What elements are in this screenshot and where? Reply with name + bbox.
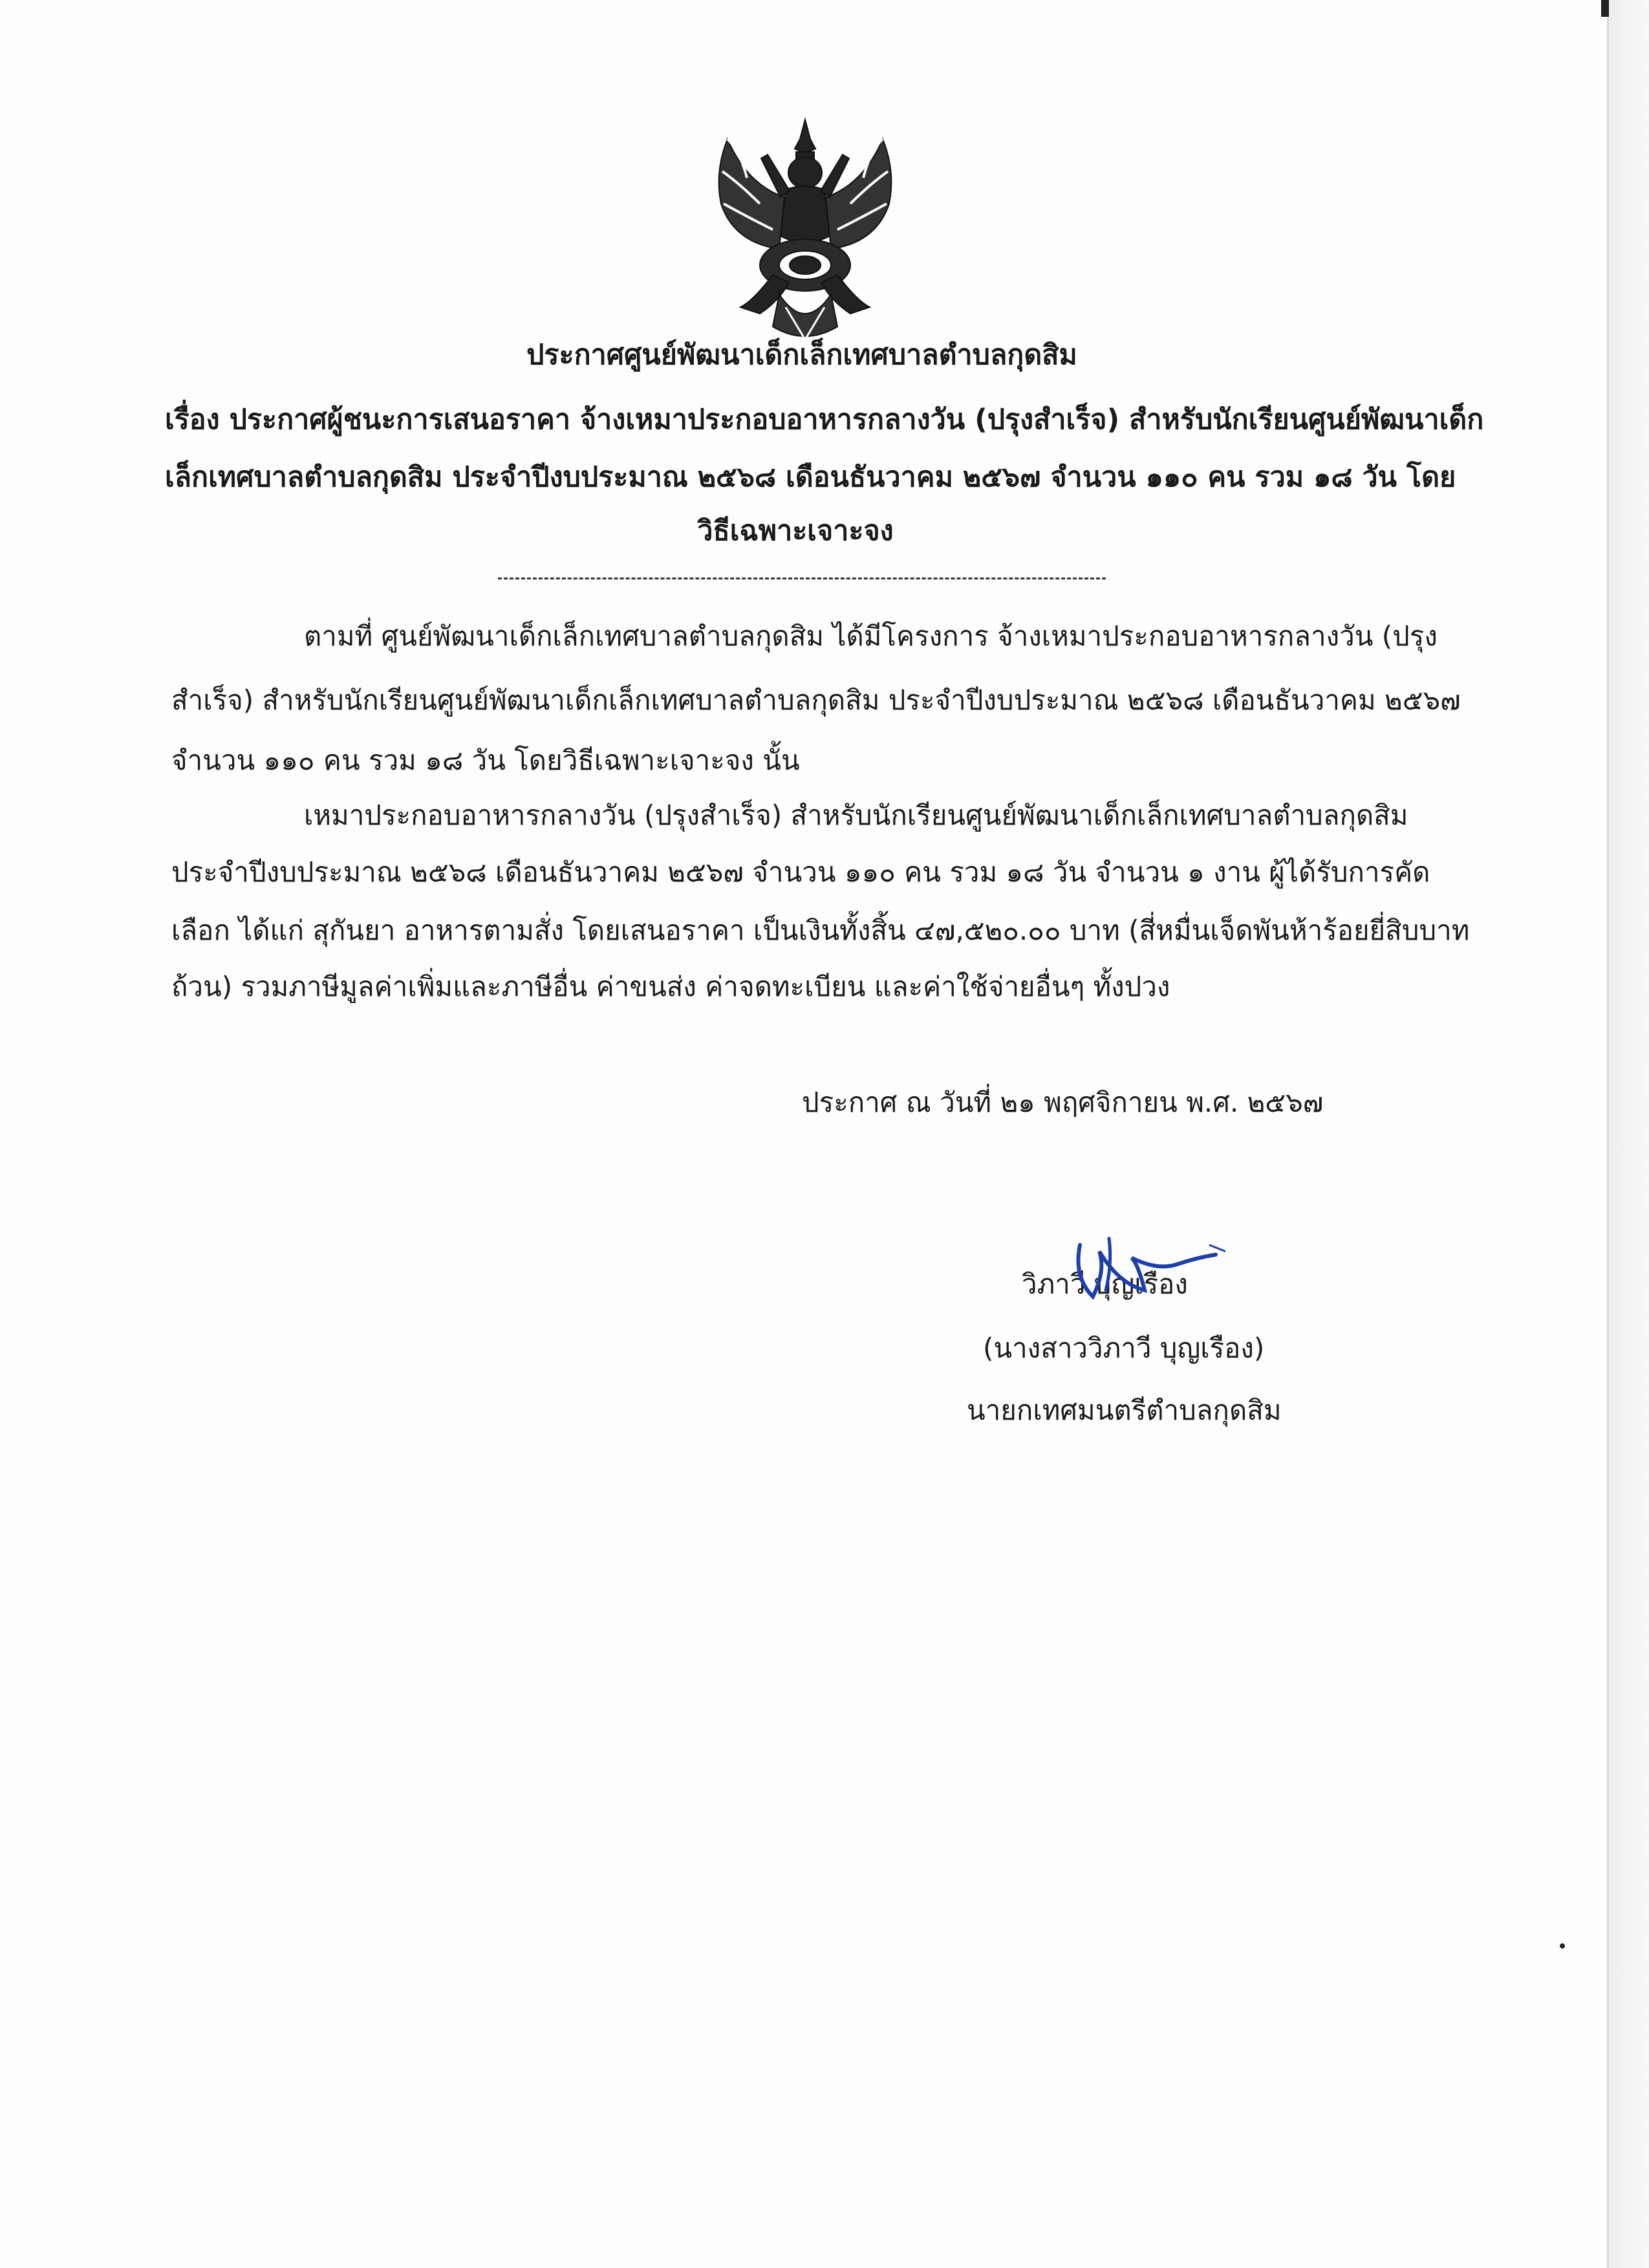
signer-position: นายกเทศมนตรีตำบลกุดสิม [967,1394,1282,1426]
signed-name: วิภาวี บุญเรือง [1022,1268,1188,1300]
garuda-emblem-icon [702,113,909,346]
corner-mark [1601,0,1609,17]
announcement-date: ประกาศ ณ วันที่ ๒๑ พฤศจิกายน พ.ศ. ๒๕๖๗ [802,1086,1324,1118]
scan-edge [1609,0,1649,2268]
subject-line-2: เล็กเทศบาลตำบลกุดสิม ประจำปีงบประมาณ ๒๕๖๘ เดือนธันวาคม ๒๕๖๗ จำนวน ๑๑๐ คน รวม ๑๘ วัน โดย [165,461,1456,493]
handwritten-signature-icon [1048,1226,1229,1310]
signer-full-name: (นางสาววิภาวี บุญเรือง) [983,1332,1265,1364]
separator-line [498,578,1106,579]
document-title: ประกาศศูนย์พัฒนาเด็กเล็กเทศบาลตำบลกุดสิม [526,339,1077,371]
subject-line-1: เรื่อง ประกาศผู้ชนะการเสนอราคา จ้างเหมาประกอบอาหารกลางวัน (ปรุงสำเร็จ) สำหรับนักเรียนศูนย์พัฒนาเด็ก [165,404,1484,436]
paragraph1-line-1: ตามที่ ศูนย์พัฒนาเด็กเล็กเทศบาลตำบลกุดสิม ได้มีโครงการ จ้างเหมาประกอบอาหารกลางวัน (ปรุง [304,620,1438,652]
paragraph2-line-2: ประจำปีงบประมาณ ๒๕๖๘ เดือนธันวาคม ๒๕๖๗ จำนวน ๑๑๐ คน รวม ๑๘ วัน จำนวน ๑ งาน ผู้ได้รับการคัด [171,856,1430,888]
paragraph2-line-1: เหมาประกอบอาหารกลางวัน (ปรุงสำเร็จ) สำหรับนักเรียนศูนย์พัฒนาเด็กเล็กเทศบาลตำบลกุดสิม [304,799,1408,831]
paragraph2-line-3: เลือก ได้แก่ สุกันยา อาหารตามสั่ง โดยเสนอราคา เป็นเงินทั้งสิ้น ๔๗,๕๒๐.๐๐ บาท (สี่หมื่นเจ็ดพันห้าร้อยยี่สิบบาท [171,914,1470,946]
subject-line-3: วิธีเฉพาะเจาะจง [697,515,894,547]
paragraph1-line-3: จำนวน ๑๑๐ คน รวม ๑๘ วัน โดยวิธีเฉพาะเจาะจง นั้น [171,744,800,776]
paragraph1-line-2: สำเร็จ) สำหรับนักเรียนศูนย์พัฒนาเด็กเล็กเทศบาลตำบลกุดสิม ประจำปีงบประมาณ ๒๕๖๘ เดือนธันวาคม ๒๕๖๗ [171,684,1461,716]
scan-edge-line [1607,0,1609,2268]
scan-speck [1560,1943,1565,1949]
paragraph2-line-4: ถ้วน) รวมภาษีมูลค่าเพิ่มและภาษีอื่น ค่าขนส่ง ค่าจดทะเบียน และค่าใช้จ่ายอื่นๆ ทั้งปวง [171,971,1170,1002]
